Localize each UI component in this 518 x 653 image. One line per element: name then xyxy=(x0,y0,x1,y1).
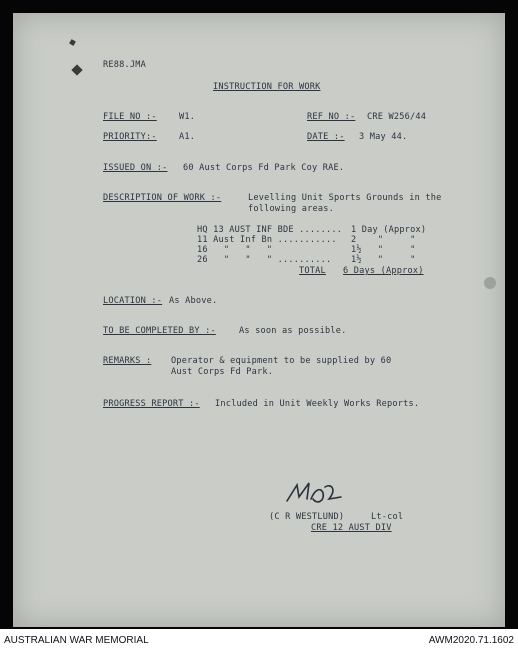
completed-by-value: As soon as possible. xyxy=(239,326,347,336)
date-value: 3 May 44. xyxy=(359,132,408,142)
footer-accession-number: AWM2020.71.1602 xyxy=(428,635,514,646)
description-line-2: following areas. xyxy=(248,204,334,214)
staple-mark xyxy=(71,64,82,75)
work-item-unit: 11 Aust Inf Bn ........... xyxy=(197,235,337,245)
issued-on-label: ISSUED ON :- xyxy=(103,163,168,173)
footer-institution: AUSTRALIAN WAR MEMORIAL xyxy=(4,635,149,646)
remarks-line-1: Operator & equipment to be supplied by 60 xyxy=(171,356,392,366)
location-value: As Above. xyxy=(169,296,218,306)
ref-no-label: REF NO :- xyxy=(307,112,356,122)
progress-report-value: Included in Unit Weekly Works Reports. xyxy=(215,399,420,409)
location-label: LOCATION :- xyxy=(103,296,163,306)
top-reference: RE88.JMA xyxy=(103,60,146,70)
signature-title: CRE 12 AUST DIV xyxy=(311,523,392,533)
file-no-label: FILE NO :- xyxy=(103,112,157,122)
staple-mark xyxy=(69,39,76,46)
work-item-days: 1½ " " xyxy=(351,245,416,255)
progress-report-label: PROGRESS REPORT :- xyxy=(103,399,200,409)
description-label: DESCRIPTION OF WORK :- xyxy=(103,193,222,203)
ref-no-value: CRE W256/44 xyxy=(367,112,427,122)
work-item-days: 2 " " xyxy=(351,235,416,245)
punch-hole xyxy=(484,277,496,289)
document-page xyxy=(13,13,505,627)
priority-label: PRIORITY:- xyxy=(103,132,157,142)
description-line-1: Levelling Unit Sports Grounds in the xyxy=(248,193,442,203)
handwritten-signature xyxy=(281,479,351,513)
priority-value: A1. xyxy=(179,132,196,142)
remarks-line-2: Aust Corps Fd Park. xyxy=(171,367,274,377)
remarks-label: REMARKS : xyxy=(103,356,152,366)
date-label: DATE :- xyxy=(307,132,345,142)
signature-name: (C R WESTLUND) xyxy=(269,512,345,522)
work-item-unit: 26 " " " .......... xyxy=(197,255,332,265)
issued-on-value: 60 Aust Corps Fd Park Coy RAE. xyxy=(183,163,345,173)
work-item-days: 1½ " " xyxy=(351,255,416,265)
total-label: TOTAL xyxy=(299,266,326,276)
file-no-value: W1. xyxy=(179,112,196,122)
work-item-days: 1 Day (Approx) xyxy=(351,225,427,235)
completed-by-label: TO BE COMPLETED BY :- xyxy=(103,326,216,336)
signature-rank: Lt-col xyxy=(371,512,404,522)
footer-bar xyxy=(0,629,518,653)
document-title: INSTRUCTION FOR WORK xyxy=(213,82,321,92)
total-value: 6 Days (Approx) xyxy=(343,266,424,276)
work-item-unit: 16 " " " xyxy=(197,245,273,255)
work-item-unit: HQ 13 AUST INF BDE ........ xyxy=(197,225,343,235)
